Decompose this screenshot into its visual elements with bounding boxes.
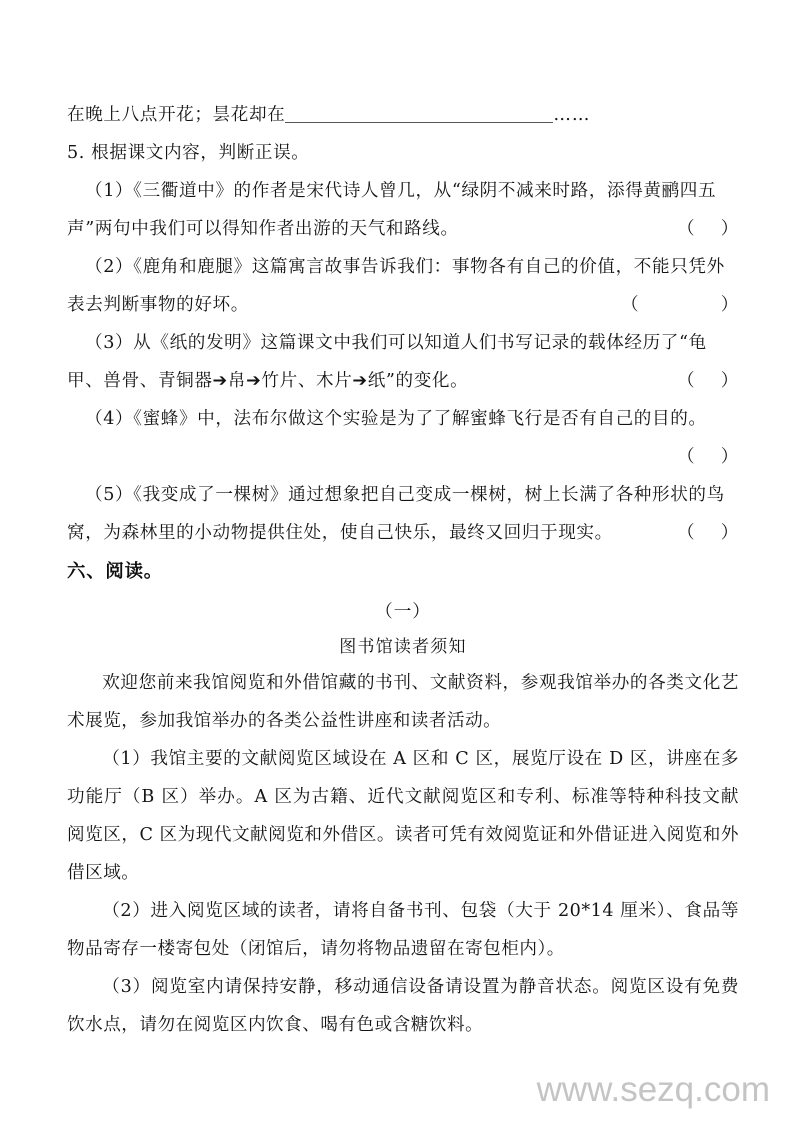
- paren-open: （: [677, 219, 696, 239]
- fill-in-blank-prefix: 在晚上八点开花；昙花却在: [67, 105, 286, 125]
- question-5-item-1-text: 声”两句中我们可以得知作者出游的天气和路线。: [67, 219, 459, 239]
- question-5-item-1-line-1: （1）《三衢道中》的作者是宋代诗人曾几，从“绿阴不减来时路，添得黄鹂四五: [85, 181, 717, 201]
- question-5-item-5-text: 窝，为森林里的小动物提供住处，使自己快乐，最终又回归于现实。: [67, 523, 613, 543]
- reading-passage-title: 图书馆读者须知: [339, 637, 467, 657]
- question-5-item-3-line-2: [67, 362, 739, 400]
- question-5-item-2-answer-box[interactable]: [621, 286, 739, 324]
- paren-close: ）: [720, 523, 739, 543]
- reading-passage-number: （一）: [375, 602, 431, 622]
- question-5-item-3-answer-box[interactable]: [677, 362, 739, 400]
- paren-open: （: [677, 371, 696, 391]
- paren-open: （: [621, 295, 640, 315]
- paren-open: （: [677, 447, 696, 467]
- fill-in-blank-line: [67, 96, 739, 134]
- question-5-item-4-line-1: （4）《蜜蜂》中，法布尔做这个实验是为了了解蜜蜂飞行是否有自己的目的。: [85, 409, 707, 429]
- question-5-item-2-line-1: （2）《鹿角和鹿腿》这篇寓言故事告诉我们：事物各有自己的价值，不能只凭外: [85, 257, 725, 277]
- question-5-item-1-answer-box[interactable]: [677, 210, 739, 248]
- question-5-item-1-line-2: [67, 210, 739, 248]
- site-watermark: www.sezq.com: [536, 1070, 770, 1109]
- document-content: [67, 96, 739, 1044]
- fill-in-blank-suffix: ……: [553, 105, 591, 125]
- paren-open: （: [677, 523, 696, 543]
- question-5-item-3-text: 甲、兽骨、青铜器➔帛➔竹片、木片➔纸”的变化。: [67, 371, 469, 391]
- paren-close: ）: [720, 295, 739, 315]
- reading-paragraph-intro: 欢迎您前来我馆阅览和外借馆藏的书刊、文献资料，参观我馆举办的各类文化艺术展览，参加我馆举办的各类公益性讲座和读者活动。: [67, 673, 739, 731]
- question-5-item-4-line-2: [67, 438, 739, 476]
- paren-close: ）: [720, 371, 739, 391]
- reading-paragraph-2: （2）进入阅览区域的读者，请将自备书刊、包袋（大于 20*14 厘米）、食品等物品寄存一楼寄包处（闭馆后，请勿将物品遗留在寄包柜内）。: [67, 901, 739, 959]
- question-5-item-2-line-2: [67, 286, 739, 324]
- question-5-item-5-line-2: [67, 514, 739, 552]
- question-5-item-5-line-1: （5）《我变成了一棵树》通过想象把自己变成一棵树，树上长满了各种形状的鸟: [85, 485, 725, 505]
- answer-blank[interactable]: [285, 105, 553, 123]
- question-5-item-4-answer-box[interactable]: [677, 438, 739, 476]
- question-5-item-3-line-1: （3）从《纸的发明》这篇课文中我们可以知道人们书写记录的载体经历了“龟: [85, 333, 707, 353]
- paren-close: ）: [720, 447, 739, 467]
- paren-close: ）: [720, 219, 739, 239]
- section-6-heading: 六、阅读。: [67, 561, 163, 582]
- question-5-item-2-text: 表去判断事物的好坏。: [67, 295, 249, 315]
- reading-paragraph-3: （3）阅览室内请保持安静，移动通信设备请设置为静音状态。阅览区设有免费饮水点，请勿在阅览区内饮食、喝有色或含糖饮料。: [67, 977, 739, 1035]
- question-5-heading: 5. 根据课文内容，判断正误。: [67, 143, 310, 163]
- question-5-item-5-answer-box[interactable]: [677, 514, 739, 552]
- reading-paragraph-1: （1）我馆主要的文献阅览区域设在 A 区和 C 区，展览厅设在 D 区，讲座在多功能厅（B 区）举办。A 区为古籍、近代文献阅览区和专利、标准等特种科技文献阅览区，C 区为现代文献阅览和外借区。读者可凭有效阅览证和外借证进入阅览和外借区域。: [67, 749, 739, 883]
